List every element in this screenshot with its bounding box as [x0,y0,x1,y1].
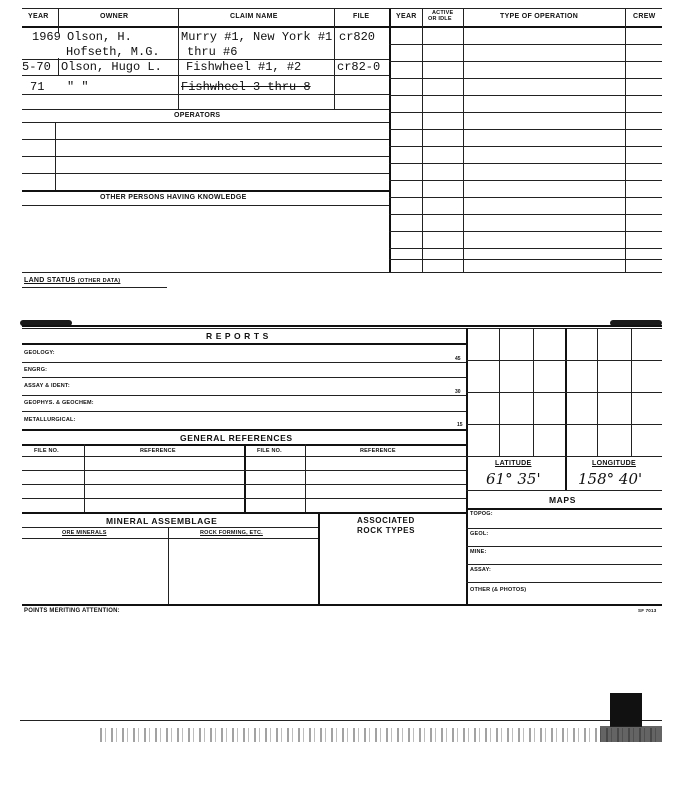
rule [389,95,662,96]
reports-title: R E P O R T S [206,331,269,341]
report-assay: ASSAY & IDENT: [24,383,70,389]
record-owner: Olson, Hugo L. [61,60,162,74]
rule [389,146,662,147]
record-owner: Olson, H. [67,30,132,44]
scan-noise [100,728,660,742]
rule [466,528,662,529]
rule [466,490,662,491]
record-file: cr82-0 [337,60,381,74]
rule [22,498,466,499]
rule [389,180,662,181]
rule [466,582,662,583]
rule [466,424,662,425]
rule [22,604,662,606]
record-year: 1969 [32,30,61,44]
scan-noise [600,726,662,742]
rule [22,395,466,396]
map-assay: ASSAY: [470,567,492,573]
rule [22,484,466,485]
rule [58,58,59,76]
record-year: 5-70 [22,60,51,74]
col-idle: OR IDLE [428,16,452,22]
record-claim: Murry #1, New York #1 [181,30,333,44]
rule [466,360,662,361]
rule [22,109,389,110]
rule [22,139,389,140]
rule [318,512,320,604]
rule [305,444,306,512]
land-status-title: LAND STATUS [24,277,76,284]
rule [22,411,466,412]
rule [22,8,662,9]
points-meriting-label: POINTS MERITING ATTENTION: [24,608,120,614]
rule [22,527,318,528]
rule [22,538,318,539]
rule [389,44,662,45]
rule [466,564,662,565]
col-owner: OWNER [100,13,129,20]
record-year: 71 [30,80,45,94]
col-rock-forming: ROCK FORMING, ETC. [200,530,263,536]
rule [389,78,662,79]
col-reference: REFERENCE [140,448,176,454]
rule [22,94,389,95]
col-type-of-operation: TYPE OF OPERATION [500,13,579,20]
rule [22,470,466,471]
record-claim: thru #6 [187,45,238,59]
rule [389,163,662,164]
rule [389,197,662,198]
col-crew: CREW [633,13,656,20]
rule [22,173,389,174]
registration-mark [610,693,642,727]
mineral-assemblage-title: MINERAL ASSEMBLAGE [106,516,218,526]
record-claim: Fishwheel #1, #2 [186,60,302,74]
rule [565,328,567,490]
rule [84,444,85,512]
col-active: ACTIVE [432,10,454,16]
rock-types-title: ROCK TYPES [357,526,416,535]
longitude-label: LONGITUDE [592,460,636,467]
rule [22,122,389,123]
rule [22,362,466,363]
record-owner: " " [67,80,89,94]
rule [389,61,662,62]
rule [22,272,662,273]
rule [466,508,662,510]
rule [22,190,389,192]
land-status-note: (OTHER DATA) [77,278,121,284]
report-geology: GEOLOGY: [24,350,55,356]
rule [22,325,662,327]
col-ore-minerals: ORE MINERALS [62,530,107,536]
record-file: cr820 [339,30,376,44]
rule [466,546,662,547]
report-geophys: GEOPHYS. & GEOCHEM: [24,400,94,406]
rule [20,720,662,721]
rule [22,205,389,206]
rule [22,512,466,514]
operators-title: OPERATORS [174,112,221,119]
rule [389,129,662,130]
map-geol: GEOL: [470,531,489,537]
rule [22,343,466,345]
col-reference-2: REFERENCE [360,448,396,454]
rule [22,287,167,288]
rule [22,156,389,157]
record-claim-struck: Fishwheel 3 thru 8 [181,80,311,94]
rule [466,392,662,393]
rule [466,328,468,604]
col-year-2: YEAR [396,13,417,20]
maps-title: MAPS [549,495,576,505]
map-mine: MINE: [470,549,487,555]
land-status-label [24,277,120,284]
rule [389,231,662,232]
rule [625,9,626,272]
report-code: 45 [455,356,461,362]
col-file: FILE [353,13,370,20]
col-file-no: FILE NO. [34,448,59,454]
record-owner: Hofseth, M.G. [66,45,160,59]
rule [463,9,464,272]
col-file-no-2: FILE NO. [257,448,282,454]
rule [22,26,662,28]
associated-title: ASSOCIATED [357,516,415,525]
map-topog: TOPOG: [470,511,493,517]
other-persons-title: OTHER PERSONS HAVING KNOWLEDGE [100,194,247,201]
col-claim-name: CLAIM NAME [230,13,278,20]
general-references-title: GENERAL REFERENCES [180,433,293,443]
rule [244,444,246,512]
rule [389,259,662,260]
latitude-label: LATITUDE [495,460,532,467]
form-number: SF 7013 [638,608,657,613]
map-other: OTHER (& PHOTOS) [470,587,527,593]
longitude-value: 158° 40' [578,470,643,488]
rule [389,9,391,272]
rule [389,248,662,249]
report-metallurgical: METALLURGICAL: [24,417,76,423]
rule [22,429,466,431]
rule [389,112,662,113]
latitude-value: 61° 35' [486,470,541,488]
report-engrg: ENGRG: [24,367,48,373]
rule [22,75,389,76]
report-code: 30 [455,389,461,395]
rule [466,456,662,457]
rule [422,9,423,272]
rule [22,377,466,378]
rule [389,214,662,215]
col-year: YEAR [28,13,49,20]
report-code: 15 [457,422,463,428]
